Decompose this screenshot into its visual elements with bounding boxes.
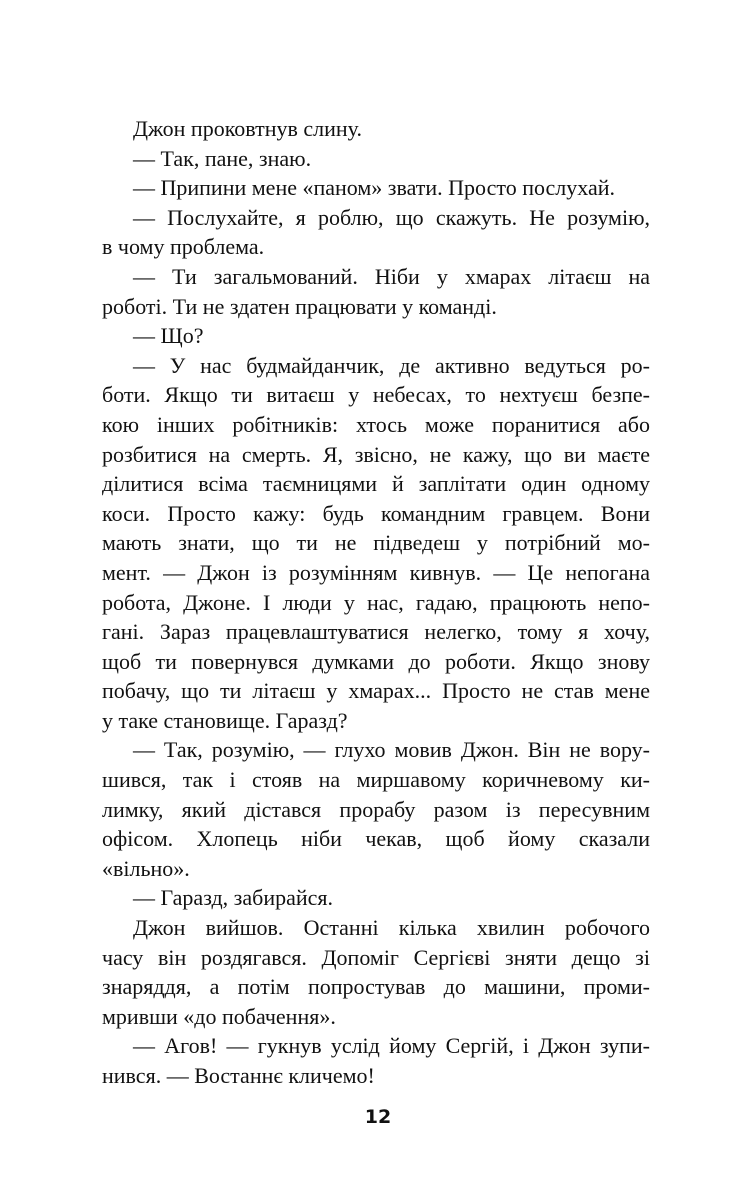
body-text: [102, 114, 650, 1091]
text-line: Джон вийшов. Останні кілька хвилин робочого: [133, 915, 650, 941]
text-line: «вільно».: [102, 855, 190, 881]
text-line: — Послухайте, я роблю, що скажуть. Не розумію,: [133, 204, 650, 230]
text-line: у таке становище. Гаразд?: [102, 707, 348, 733]
text-line: робота, Джоне. І люди у нас, гадаю, працюють непо-: [102, 589, 650, 615]
page-number: 12: [364, 1106, 392, 1128]
text-line: Джон проковтнув слину.: [133, 116, 362, 141]
text-line: часу він роздягався. Допоміг Сергієві зняти дещо зі: [102, 944, 650, 970]
text-line: — У нас будмайданчик, де активно ведуться ро-: [133, 352, 650, 378]
text-line: в чому проблема.: [102, 234, 265, 260]
text-line: офісом. Хлопець ніби чекав, щоб йому сказали: [102, 826, 650, 852]
text-line: лимку, який дістався прорабу разом із пересувним: [102, 796, 650, 822]
text-line: — Припини мене «паном» звати. Просто послухай.: [133, 175, 616, 201]
text-line: — Ти загальмований. Ніби у хмарах літаєш на: [133, 263, 650, 289]
text-line: шився, так і стояв на миршавому коричневому ки-: [102, 767, 650, 793]
text-line: щоб ти повернувся думками до роботи. Якщо знову: [102, 648, 650, 674]
text-line: побачу, що ти літаєш у хмарах... Просто не став мене: [102, 678, 650, 704]
text-line: знаряддя, а потім попростував до машини, проми-: [102, 974, 650, 1000]
text-line: — Гаразд, забирайся.: [133, 885, 334, 911]
text-line: — Так, пане, знаю.: [133, 145, 312, 171]
text-line: коси. Просто кажу: будь командним гравцем. Вони: [102, 500, 650, 526]
text-line: мривши «до побачення».: [102, 1003, 336, 1029]
text-line: ділитися всіма таємницями й заплітати один одному: [102, 471, 650, 497]
text-line: роботі. Ти не здатен працювати у команді.: [102, 293, 497, 319]
text-line: — Так, розумію, — глухо мовив Джон. Він не вору-: [133, 737, 650, 763]
text-line: — Що?: [133, 323, 204, 349]
text-line: боти. Якщо ти витаєш у небесах, то нехтуєш безпе-: [102, 382, 650, 408]
text-line: мент. — Джон із розумінням кивнув. — Це непогана: [102, 559, 650, 585]
text-line: розбитися на смерть. Я, звісно, не кажу, що ви маєте: [102, 441, 650, 467]
text-line: кою інших робітників: хтось може поранитися або: [102, 411, 650, 437]
text-line: нився. — Востаннє кличемо!: [102, 1063, 375, 1088]
text-line: гані. Зараз працевлаштуватися нелегко, тому я хочу,: [102, 619, 650, 645]
text-line: мають знати, що ти не підведеш у потрібний мо-: [102, 530, 650, 556]
text-line: — Агов! — гукнув услід йому Сергій, і Джон зупи-: [133, 1033, 650, 1059]
